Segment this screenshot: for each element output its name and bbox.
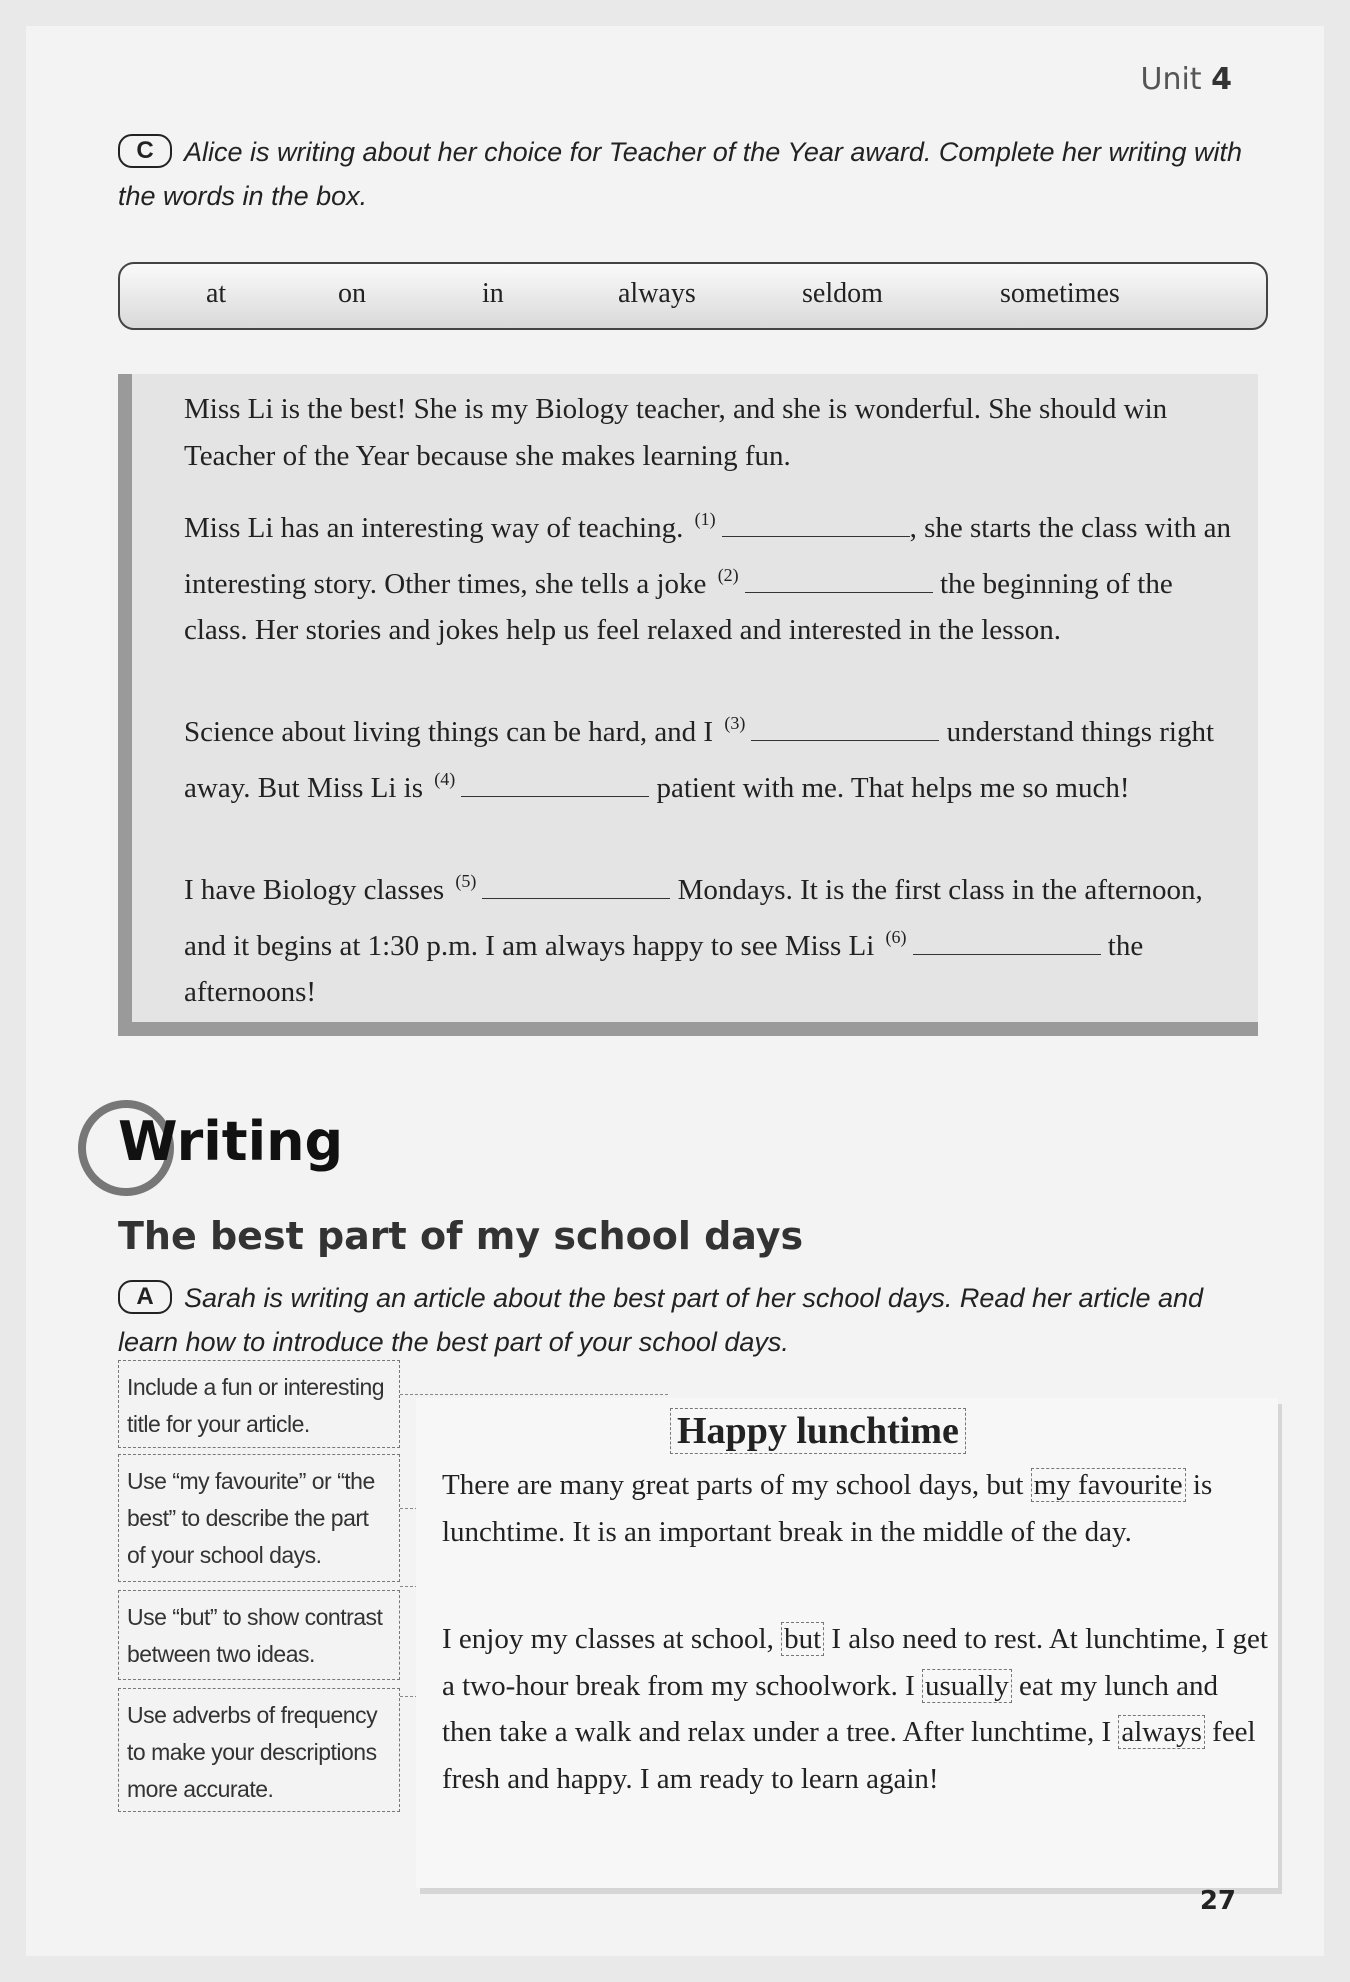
article-text: I also need to rest. At lunchtime, I get a two-hour break from my schoolwork. I (442, 1623, 1268, 1702)
unit-number: 4 (1211, 62, 1232, 97)
passage-paragraph-3 (184, 700, 1234, 811)
article-text: feel fresh and happy. I am ready to learn again! (442, 1716, 1256, 1795)
tip-favourite: Use “my favourite” or “the best” to describe the part of your school days. (118, 1454, 400, 1582)
highlight-always: always (1118, 1715, 1205, 1749)
passage-text: I have Biology classes (184, 874, 445, 906)
tip-title: Include a fun or interesting title for your article. (118, 1360, 400, 1448)
article-paragraph-2 (442, 1616, 1272, 1802)
passage-text: the afternoons! (184, 929, 1144, 1008)
word-box-item: sometimes (1000, 278, 1120, 309)
blank-4[interactable] (461, 772, 649, 797)
passage-paragraph-1: Miss Li is the best! She is my Biology teacher, and she is wonderful. She should win Teacher of the Year because she makes learning fun. (184, 393, 1168, 472)
blank-number: (2) (717, 564, 739, 585)
passage-text: Science about living things can be hard, and I (184, 716, 714, 748)
passage-text: understand things right away. But Miss Li is (184, 716, 1215, 804)
passage-text: , she starts the class with an interesting story. Other times, she tells a joke (184, 512, 1231, 600)
connector-line (400, 1394, 668, 1395)
sarah-article (416, 1398, 1278, 1888)
blank-number: (1) (694, 509, 716, 529)
exercise-a-letter: A (118, 1280, 172, 1314)
blank-number: (5) (455, 871, 477, 891)
article-text: There are many great parts of my school days, but (442, 1469, 1024, 1501)
page-number: 27 (1199, 1886, 1236, 1916)
blank-number: (4) (434, 768, 456, 789)
blank-3[interactable] (751, 716, 939, 741)
workbook-page (26, 26, 1324, 1956)
article-paragraph-1 (442, 1462, 1272, 1555)
highlight-my-favourite: my favourite (1031, 1468, 1186, 1502)
passage-text: Miss Li has an interesting way of teaching. (184, 512, 684, 544)
tip-but: Use “but” to show contrast between two ideas. (118, 1590, 400, 1680)
article-title: Happy lunchtime (670, 1408, 966, 1454)
blank-6[interactable] (913, 930, 1101, 955)
blank-1[interactable] (722, 512, 910, 537)
alice-passage (118, 374, 1258, 1036)
word-box-item: on (338, 278, 366, 309)
section-title: The best part of my school days (118, 1214, 804, 1258)
passage-paragraph-2 (184, 496, 1234, 654)
exercise-a-instruction-text: Sarah is writing an article about the best part of her school days. Read her article and learn how to introduce the best part of your school days. (118, 1283, 1204, 1357)
exercise-c-instruction-text: Alice is writing about her choice for Teacher of the Year award. Complete her writing with the words in the box. (118, 137, 1243, 211)
word-box-item: at (206, 278, 227, 309)
writing-heading (78, 1100, 378, 1200)
highlight-usually: usually (922, 1669, 1012, 1703)
passage-text: Mondays. It is the first class in the afternoon, and it begins at 1:30 p.m. I am always happy to see Miss Li (184, 874, 1203, 962)
word-box-item: always (618, 278, 696, 309)
passage-paragraph-4 (184, 858, 1234, 1016)
article-text: I enjoy my classes at school, (442, 1623, 774, 1655)
tip-adverbs: Use adverbs of frequency to make your descriptions more accurate. (118, 1688, 400, 1812)
blank-2[interactable] (745, 568, 933, 593)
exercise-c-letter: C (118, 134, 172, 168)
unit-word: Unit (1140, 62, 1202, 97)
passage-text: patient with me. That helps me so much! (656, 771, 1130, 804)
article-text: eat my lunch and then take a walk and relax under a tree. After lunchtime, I (442, 1669, 1218, 1748)
blank-number: (6) (885, 926, 907, 947)
unit-label (1141, 62, 1233, 97)
writing-title: Writing (118, 1110, 344, 1173)
passage-text: the beginning of the class. Her stories and jokes help us feel relaxed and interested in the lesson. (184, 567, 1173, 646)
exercise-c-instruction (118, 130, 1268, 218)
exercise-a-instruction (118, 1276, 1268, 1364)
highlight-but: but (781, 1622, 824, 1656)
blank-number: (3) (724, 713, 746, 733)
article-text: is lunchtime. It is an important break in the middle of the day. (442, 1469, 1213, 1548)
word-box (118, 262, 1268, 330)
blank-5[interactable] (482, 874, 670, 899)
word-box-item: in (482, 278, 504, 309)
word-box-item: seldom (802, 278, 883, 309)
